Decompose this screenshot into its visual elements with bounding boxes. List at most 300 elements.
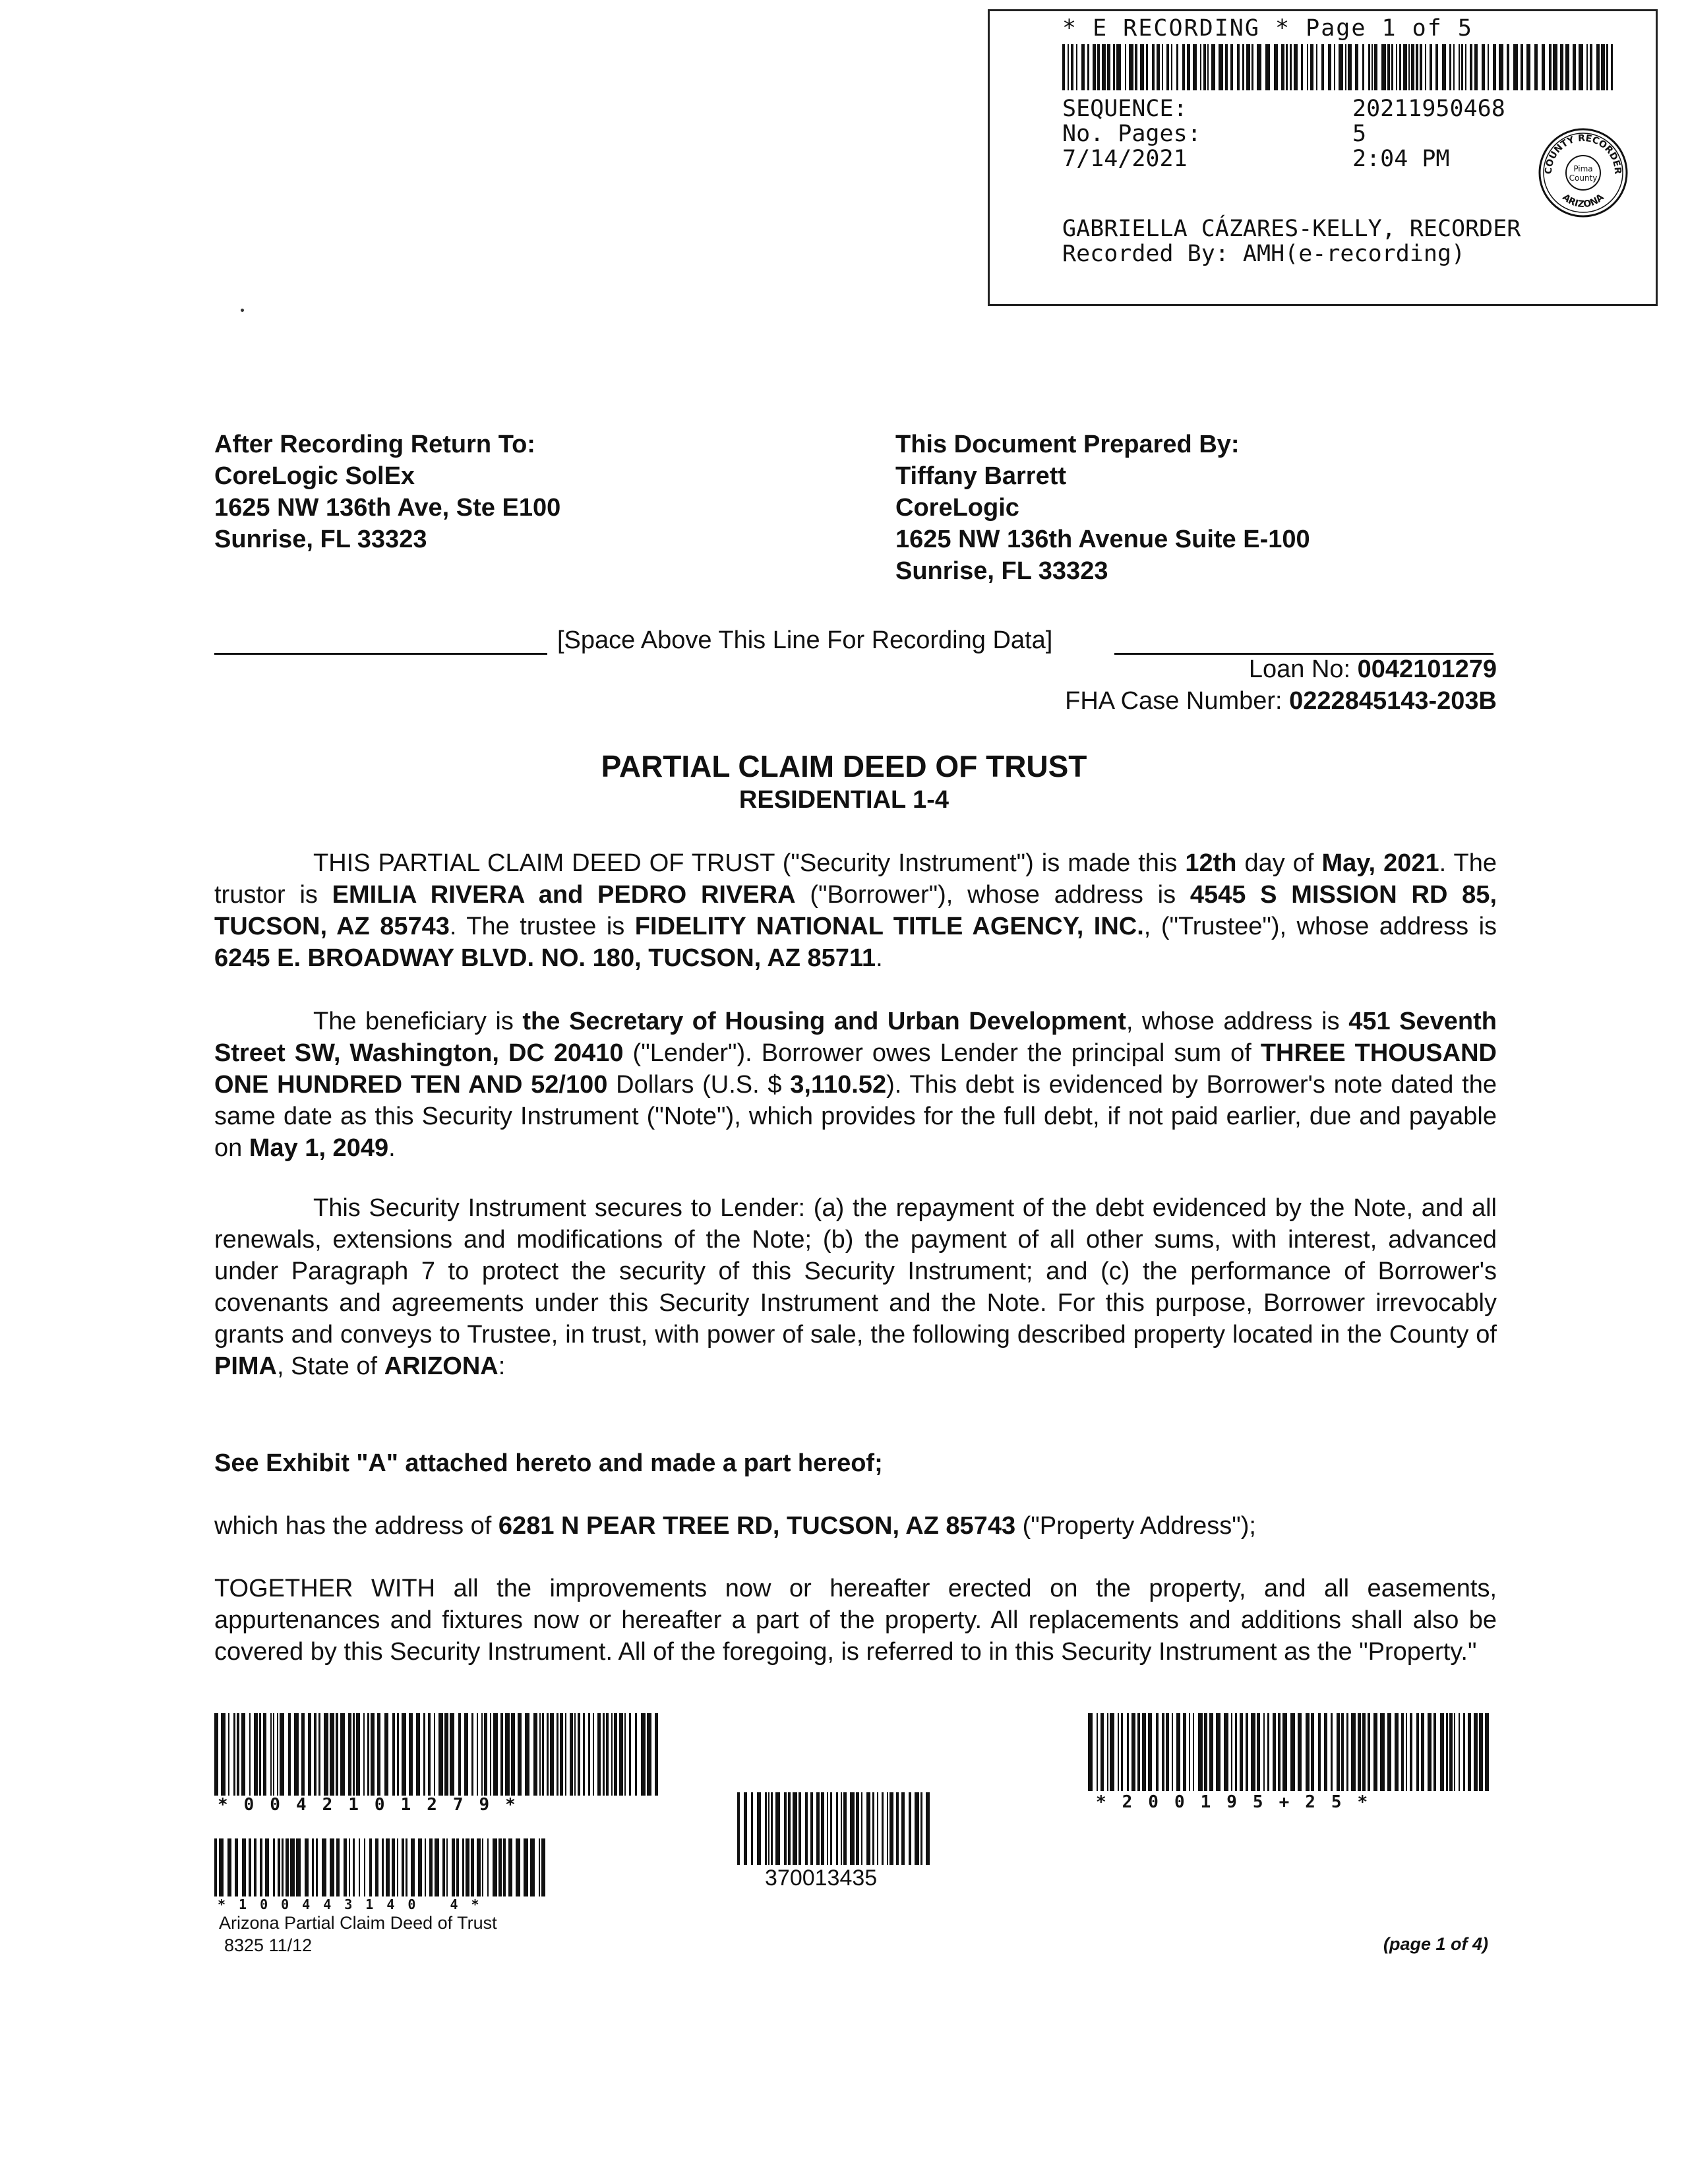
barcode-bar bbox=[233, 1713, 235, 1796]
barcode-bar bbox=[920, 1792, 922, 1865]
barcode-bar bbox=[1579, 44, 1583, 90]
barcode-bar bbox=[1240, 1713, 1243, 1791]
barcode-bar bbox=[235, 1838, 238, 1896]
barcode-bar bbox=[1301, 44, 1303, 90]
barcode-bar bbox=[386, 1838, 390, 1896]
middle-barcode-label: 370013435 bbox=[765, 1866, 878, 1891]
barcode-bar bbox=[1172, 1713, 1173, 1791]
barcode-bar bbox=[771, 1792, 773, 1865]
barcode-bar bbox=[793, 1792, 797, 1865]
property-address-line: which has the address of 6281 N PEAR TREE RD, TUCSON, AZ 85743 ("Property Address"); bbox=[214, 1512, 1256, 1540]
barcode-bar bbox=[477, 1838, 481, 1896]
barcode-bar bbox=[1282, 1713, 1287, 1791]
barcode-bar bbox=[254, 1838, 256, 1896]
barcode-bar bbox=[1166, 44, 1169, 90]
barcode-bar bbox=[294, 1713, 299, 1796]
barcode-bar bbox=[1298, 1713, 1302, 1791]
loan-number: Loan No: 0042101279 bbox=[1248, 655, 1497, 683]
barcode-bar bbox=[1102, 44, 1106, 90]
separator-text: [Space Above This Line For Recording Data] bbox=[557, 626, 1053, 654]
barcode-bar bbox=[452, 1838, 455, 1896]
barcode-bar bbox=[1374, 44, 1377, 90]
barcode-bar bbox=[915, 1792, 919, 1865]
barcode-bar bbox=[1265, 44, 1270, 90]
barcode-bar bbox=[1263, 1713, 1265, 1791]
barcode-bar bbox=[402, 1838, 404, 1896]
return-to-heading: After Recording Return To: bbox=[214, 431, 535, 458]
barcode-bar bbox=[418, 1838, 422, 1896]
barcode-bar bbox=[367, 1713, 369, 1796]
barcode-bar bbox=[1470, 44, 1472, 90]
middle-barcode bbox=[737, 1792, 935, 1865]
barcode-bar bbox=[1331, 1713, 1333, 1791]
barcode-bar bbox=[1433, 1713, 1436, 1791]
barcode-bar bbox=[1611, 44, 1613, 90]
barcode-bar bbox=[1485, 1713, 1489, 1791]
barcode-bar bbox=[1162, 44, 1163, 90]
barcode-bar bbox=[301, 1713, 305, 1796]
barcode-bar bbox=[1310, 44, 1313, 90]
barcode-bar bbox=[1601, 44, 1605, 90]
sequence-label: SEQUENCE: bbox=[1062, 96, 1188, 122]
barcode-bar bbox=[322, 1838, 326, 1896]
barcode-bar bbox=[288, 1713, 291, 1796]
barcode-bar bbox=[1560, 44, 1563, 90]
barcode-bar bbox=[611, 1713, 613, 1796]
separator-rule-left bbox=[214, 653, 547, 655]
barcode-bar bbox=[1428, 1713, 1432, 1791]
barcode-bar bbox=[1474, 1713, 1478, 1791]
barcode-bar bbox=[340, 1713, 345, 1796]
barcode-bar bbox=[1200, 44, 1201, 90]
barcode-bar bbox=[1286, 44, 1288, 90]
barcode-bar bbox=[466, 1838, 469, 1896]
document-title: PARTIAL CLAIM DEED OF TRUST bbox=[601, 749, 1087, 783]
barcode-bar bbox=[866, 1792, 870, 1865]
prepared-by-heading: This Document Prepared By: bbox=[895, 431, 1240, 458]
barcode-bar bbox=[1193, 44, 1197, 90]
barcode-bar bbox=[516, 1838, 520, 1896]
barcode-bar bbox=[816, 1792, 820, 1865]
barcode-bar bbox=[1219, 44, 1223, 90]
barcode-bar bbox=[882, 1792, 884, 1865]
barcode-bar bbox=[629, 1713, 631, 1796]
barcode-bar bbox=[1290, 1713, 1295, 1791]
barcode-bar bbox=[827, 1792, 828, 1865]
barcode-bar bbox=[1521, 44, 1523, 90]
barcode-bar bbox=[1396, 44, 1397, 90]
barcode-bar bbox=[1273, 1713, 1276, 1791]
barcode-bar bbox=[1081, 44, 1085, 90]
barcode-bar bbox=[1459, 1713, 1460, 1791]
barcode-bar bbox=[446, 1838, 448, 1896]
barcode-bar bbox=[330, 1713, 334, 1796]
barcode-bar bbox=[765, 1792, 767, 1865]
barcode-bar bbox=[856, 1792, 859, 1865]
barcode-bar bbox=[574, 1713, 576, 1796]
barcode-bar bbox=[375, 1838, 378, 1896]
barcode-bar bbox=[1453, 44, 1455, 90]
barcode-bar bbox=[539, 1838, 540, 1896]
barcode-bar bbox=[1351, 1713, 1356, 1791]
barcode-bar bbox=[751, 1792, 753, 1865]
barcode-bar bbox=[1237, 44, 1240, 90]
barcode-bar bbox=[850, 1792, 855, 1865]
barcode-bar bbox=[259, 1713, 261, 1796]
barcode-bar bbox=[392, 1713, 395, 1796]
barcode-bar bbox=[1176, 44, 1178, 90]
prepared-by-block bbox=[895, 429, 1310, 587]
barcode-bar bbox=[402, 1713, 406, 1796]
right-barcode-label: *200195+25* bbox=[1096, 1792, 1384, 1812]
barcode-bar bbox=[1606, 44, 1608, 90]
barcode-bar bbox=[1107, 1713, 1108, 1791]
barcode-bar bbox=[570, 1713, 573, 1796]
svg-text:Pima: Pima bbox=[1573, 164, 1593, 173]
barcode-bar bbox=[353, 1713, 355, 1796]
barcode-bar bbox=[344, 1838, 347, 1896]
barcode-bar bbox=[434, 1713, 435, 1796]
barcode-bar bbox=[1373, 1713, 1377, 1791]
barcode-bar bbox=[1324, 1713, 1327, 1791]
svg-text:County: County bbox=[1569, 173, 1598, 183]
prepared-by-line: Tiffany Barrett bbox=[895, 462, 1067, 490]
barcode-bar bbox=[1465, 44, 1466, 90]
barcode-bar bbox=[1162, 1713, 1164, 1791]
barcode-bar bbox=[369, 1838, 372, 1896]
barcode-bar bbox=[278, 1838, 280, 1896]
barcode-bar bbox=[214, 1838, 217, 1896]
barcode-bar bbox=[889, 1792, 893, 1865]
barcode-bar bbox=[444, 1713, 448, 1796]
separator-rule-right bbox=[1114, 653, 1493, 655]
barcode-bar bbox=[423, 1713, 425, 1796]
barcode-bar bbox=[593, 1713, 594, 1796]
barcode-bar bbox=[560, 1713, 563, 1796]
return-to-line: CoreLogic SolEx bbox=[214, 462, 415, 490]
barcode-bar bbox=[1131, 1713, 1135, 1791]
barcode-bar bbox=[547, 1713, 549, 1796]
barcode-bar bbox=[1328, 44, 1331, 90]
barcode-bar bbox=[1406, 1713, 1407, 1791]
barcode-bar bbox=[500, 1713, 503, 1796]
barcode-bar bbox=[1362, 1713, 1366, 1791]
barcode-bar bbox=[282, 1838, 284, 1896]
barcode-bar bbox=[1358, 1713, 1361, 1791]
barcode-bar bbox=[1421, 1713, 1424, 1791]
barcode-bar bbox=[1235, 1713, 1237, 1791]
barcode-bar bbox=[1135, 44, 1137, 90]
prepared-by-line: CoreLogic bbox=[895, 494, 1019, 522]
loan-barcode bbox=[214, 1713, 663, 1796]
barcode-bar bbox=[1129, 44, 1133, 90]
barcode-bar bbox=[482, 1838, 483, 1896]
barcode-bar bbox=[1411, 44, 1414, 90]
barcode-bar bbox=[1449, 44, 1451, 90]
barcode-bar bbox=[1499, 44, 1503, 90]
barcode-bar bbox=[1401, 1713, 1404, 1791]
barcode-bar bbox=[1416, 44, 1418, 90]
barcode-bar bbox=[221, 1713, 226, 1796]
barcode-bar bbox=[1110, 1713, 1114, 1791]
barcode-bar bbox=[227, 1838, 231, 1896]
prepared-by-line: 1625 NW 136th Avenue Suite E-100 bbox=[895, 526, 1310, 553]
barcode-bar bbox=[1171, 44, 1172, 90]
barcode-bar bbox=[324, 1713, 328, 1796]
barcode-bar bbox=[498, 1838, 502, 1896]
barcode-bar bbox=[1274, 44, 1278, 90]
form-name: Arizona Partial Claim Deed of Trust bbox=[219, 1913, 497, 1933]
barcode-bar bbox=[1251, 1713, 1255, 1791]
barcode-bar bbox=[1395, 1713, 1399, 1791]
barcode-bar bbox=[1534, 44, 1538, 90]
prepared-by-line: Sunrise, FL 33323 bbox=[895, 557, 1108, 585]
barcode-bar bbox=[1121, 1713, 1123, 1791]
barcode-bar bbox=[219, 1838, 224, 1896]
barcode-bar bbox=[1062, 44, 1065, 90]
barcode-bar bbox=[1278, 1713, 1281, 1791]
barcode-bar bbox=[810, 1792, 813, 1865]
barcode-bar bbox=[277, 1713, 278, 1796]
barcode-bar bbox=[1337, 1713, 1340, 1791]
barcode-bar bbox=[1368, 1713, 1370, 1791]
recording-time: 2:04 PM bbox=[1352, 146, 1450, 172]
barcode-bar bbox=[318, 1713, 320, 1796]
barcode-bar bbox=[493, 1838, 497, 1896]
barcode-bar bbox=[1346, 1713, 1348, 1791]
barcode-bar bbox=[273, 1838, 275, 1896]
barcode-bar bbox=[1318, 1713, 1321, 1791]
barcode-bar bbox=[511, 1713, 515, 1796]
barcode-bar bbox=[249, 1838, 251, 1896]
barcode-bar bbox=[1549, 44, 1552, 90]
return-to-line: Sunrise, FL 33323 bbox=[214, 526, 427, 553]
barcode-bar bbox=[1294, 44, 1298, 90]
barcode-bar bbox=[525, 1713, 529, 1796]
barcode-bar bbox=[1442, 44, 1446, 90]
barcode-bar bbox=[456, 1838, 459, 1896]
barcode-bar bbox=[524, 1838, 528, 1896]
barcode-bar bbox=[1391, 44, 1393, 90]
barcode-bar bbox=[411, 1838, 415, 1896]
barcode-bar bbox=[363, 1713, 365, 1796]
barcode-bar bbox=[237, 1713, 239, 1796]
barcode-bar bbox=[737, 1792, 740, 1865]
barcode-bar bbox=[308, 1713, 311, 1796]
barcode-bar bbox=[1403, 44, 1407, 90]
barcode-bar bbox=[349, 1838, 350, 1896]
barcode-bar bbox=[1166, 1713, 1169, 1791]
barcode-bar bbox=[877, 1792, 878, 1865]
pages-value: 5 bbox=[1352, 121, 1367, 147]
svg-text:COUNTY RECORDER: COUNTY RECORDER bbox=[1543, 133, 1623, 175]
page-indicator: (page 1 of 4) bbox=[1383, 1934, 1489, 1954]
barcode-bar bbox=[1573, 44, 1576, 90]
barcode-bar bbox=[1127, 1713, 1129, 1791]
barcode-bar bbox=[260, 1838, 262, 1896]
barcode-bar bbox=[314, 1713, 316, 1796]
barcode-bar bbox=[1430, 44, 1432, 90]
paragraph-parties: THIS PARTIAL CLAIM DEED OF TRUST ("Security Instrument") is made this 12th day of May, 2021. The trustor is EMILIA RIVERA and PEDRO RIVERA ("Borrower"), whose address is 4545 S MISSION RD 85, TUCSON, AZ 85743. The trustee is FIDELITY NATIONAL TITLE AGENCY, INC., ("Trustee"), whose address is 6245 E. BROADWAY BLVD. NO. 180, TUCSON, AZ 85711. bbox=[214, 849, 1497, 972]
barcode-bar bbox=[1461, 44, 1463, 90]
barcode-bar bbox=[1345, 44, 1346, 90]
barcode-bar bbox=[1348, 44, 1352, 90]
return-to-block bbox=[214, 429, 560, 555]
loan-barcode-label: *0042101279* bbox=[218, 1795, 531, 1815]
barcode-bar bbox=[926, 1792, 930, 1865]
barcode-bar bbox=[641, 1713, 646, 1796]
barcode-bar bbox=[1257, 1713, 1260, 1791]
barcode-bar bbox=[1334, 44, 1335, 90]
recording-date: 7/14/2021 bbox=[1062, 146, 1188, 172]
barcode-bar bbox=[416, 1713, 420, 1796]
paragraph-secures: This Security Instrument secures to Lender: (a) the repayment of the debt evidenced by the Note, and all renewals, extensions and modifications of the Note; (b) the payment of all other sums, with interest, advanced under Paragraph 7 to protect the security of this Security Instrument; and (c) the performance of Borrower's covenants and agreements under this Security Instrument and the Note. For this purpose, Borrower irrevocably grants and conveys to Trustee, in trust, with power of sale, the following described property located in the County of PIMA, State of ARIZONA: bbox=[214, 1194, 1497, 1380]
barcode-bar bbox=[1146, 44, 1148, 90]
barcode-bar bbox=[359, 1838, 360, 1896]
barcode-bar bbox=[550, 1713, 554, 1796]
barcode-bar bbox=[1076, 44, 1077, 90]
barcode-bar bbox=[214, 1713, 218, 1796]
barcode-bar bbox=[1118, 1713, 1119, 1791]
paragraph-beneficiary: The beneficiary is the Secretary of Housing and Urban Development, whose address is 451 Seventh Street SW, Washington, DC 20410 ("Lender"). Borrower owes Lender the principal sum of THREE THOUSAND ONE HUNDRED TEN AND 52/100 Dollars (U.S. $ 3,110.52). This debt is evidenced by Borrower's note dated the same date as this Security Instrument ("Note"), which provides for the full debt, if not paid earlier, due and payable on May 1, 2049. bbox=[214, 1008, 1497, 1162]
barcode-bar bbox=[1372, 44, 1373, 90]
barcode-bar bbox=[471, 1838, 474, 1896]
barcode-bar bbox=[1225, 44, 1228, 90]
barcode-bar bbox=[757, 1792, 761, 1865]
barcode-bar bbox=[1446, 1713, 1448, 1791]
barcode-bar bbox=[1387, 44, 1390, 90]
paragraph-together-with: TOGETHER WITH all the improvements now or hereafter erected on the property, and all easements, appurtenances and fixtures now or hereafter a part of the property. All replacements and additions shall also be covered by this Security Instrument. All of the foregoing, is referred to in this Security Instrument as the "Property." bbox=[214, 1575, 1497, 1666]
barcode-bar bbox=[901, 1792, 905, 1865]
barcode-bar bbox=[1440, 1713, 1444, 1791]
document-subtitle: RESIDENTIAL 1-4 bbox=[738, 786, 950, 814]
barcode-bar bbox=[263, 1713, 266, 1796]
barcode-bar bbox=[1355, 44, 1358, 90]
barcode-bar bbox=[1565, 44, 1569, 90]
barcode-bar bbox=[1068, 44, 1069, 90]
barcode-bar bbox=[1542, 44, 1545, 90]
barcode-bar bbox=[1339, 44, 1343, 90]
barcode-bar bbox=[286, 1838, 289, 1896]
barcode-bar bbox=[541, 1838, 545, 1896]
barcode-bar bbox=[1416, 1713, 1419, 1791]
barcode-bar bbox=[371, 1713, 375, 1796]
barcode-bar bbox=[348, 1713, 351, 1796]
barcode-bar bbox=[565, 1713, 566, 1796]
barcode-bar bbox=[909, 1792, 911, 1865]
barcode-bar bbox=[588, 1713, 590, 1796]
barcode-bar bbox=[249, 1713, 251, 1796]
barcode-bar bbox=[241, 1713, 245, 1796]
barcode-bar bbox=[1183, 1713, 1186, 1791]
barcode-bar bbox=[635, 1713, 637, 1796]
barcode-bar bbox=[1100, 1713, 1104, 1791]
barcode-bar bbox=[290, 1838, 295, 1896]
barcode-bar bbox=[336, 1838, 340, 1896]
barcode-bar bbox=[1281, 44, 1284, 90]
barcode-bar bbox=[1176, 1713, 1180, 1791]
barcode-bar bbox=[1137, 1713, 1140, 1791]
barcode-bar bbox=[775, 1792, 780, 1865]
barcode-bar bbox=[1513, 44, 1518, 90]
barcode-bar bbox=[606, 1713, 609, 1796]
barcode-bar bbox=[1267, 1713, 1269, 1791]
barcode-bar bbox=[768, 1792, 769, 1865]
barcode-bar bbox=[508, 1838, 512, 1896]
barcode-bar bbox=[843, 1792, 847, 1865]
barcode-bar bbox=[429, 1838, 433, 1896]
barcode-bar bbox=[409, 1713, 413, 1796]
barcode-bar bbox=[1251, 44, 1253, 90]
barcode-bar bbox=[1482, 44, 1485, 90]
barcode-bar bbox=[1189, 1713, 1190, 1791]
barcode-bar bbox=[458, 1713, 461, 1796]
barcode-bar bbox=[1204, 1713, 1207, 1791]
barcode-bar bbox=[821, 1792, 824, 1865]
barcode-bar bbox=[597, 1713, 601, 1796]
barcode-bar bbox=[477, 1713, 478, 1796]
barcode-bar bbox=[1474, 44, 1478, 90]
barcode-bar bbox=[503, 1838, 506, 1896]
barcode-bar bbox=[1526, 44, 1530, 90]
barcode-bar bbox=[1246, 44, 1250, 90]
barcode-bar bbox=[296, 1838, 301, 1896]
barcode-bar bbox=[442, 1838, 445, 1896]
barcode-bar bbox=[438, 1713, 443, 1796]
barcode-bar bbox=[1290, 44, 1292, 90]
barcode-bar bbox=[1182, 44, 1185, 90]
barcode-bar bbox=[270, 1713, 272, 1796]
barcode-bar bbox=[1449, 1713, 1453, 1791]
barcode-bar bbox=[1125, 44, 1126, 90]
barcode-bar bbox=[1479, 1713, 1483, 1791]
barcode-bar bbox=[841, 1792, 842, 1865]
barcode-bar bbox=[1381, 44, 1386, 90]
barcode-bar bbox=[836, 1792, 838, 1865]
barcode-bar bbox=[1435, 44, 1438, 90]
barcode-bar bbox=[397, 1713, 399, 1796]
recorder-name: GABRIELLA CÁZARES-KELLY, RECORDER bbox=[1062, 216, 1521, 242]
barcode-bar bbox=[614, 1713, 617, 1796]
barcode-bar bbox=[799, 1792, 801, 1865]
barcode-bar bbox=[1230, 44, 1233, 90]
barcode-bar bbox=[397, 1838, 398, 1896]
barcode-bar bbox=[254, 1713, 258, 1796]
recording-data-separator bbox=[214, 626, 1493, 659]
barcode-bar bbox=[872, 1792, 874, 1865]
barcode-bar bbox=[1311, 1713, 1314, 1791]
barcode-bar bbox=[1362, 44, 1364, 90]
recording-header: * E RECORDING * Page 1 of 5 bbox=[1062, 15, 1473, 42]
barcode-bar bbox=[316, 1838, 318, 1896]
pages-label: No. Pages: bbox=[1062, 121, 1201, 147]
small-barcode-label: *100443140 4* bbox=[218, 1896, 493, 1912]
barcode-bar bbox=[647, 1713, 651, 1796]
barcode-bar bbox=[484, 1713, 487, 1796]
barcode-bar bbox=[539, 1713, 541, 1796]
barcode-bar bbox=[788, 1792, 791, 1865]
barcode-bar bbox=[1071, 44, 1073, 90]
barcode-bar bbox=[533, 1713, 537, 1796]
barcode-bar bbox=[1087, 44, 1089, 90]
barcode-bar bbox=[624, 1713, 626, 1796]
small-barcode bbox=[214, 1838, 551, 1896]
fha-case-number: FHA Case Number: 0222845143-203B bbox=[1065, 687, 1497, 715]
barcode-bar bbox=[1463, 1713, 1465, 1791]
barcode-bar bbox=[1216, 1713, 1221, 1791]
barcode-bar bbox=[493, 1713, 498, 1796]
barcode-bar bbox=[619, 1713, 623, 1796]
